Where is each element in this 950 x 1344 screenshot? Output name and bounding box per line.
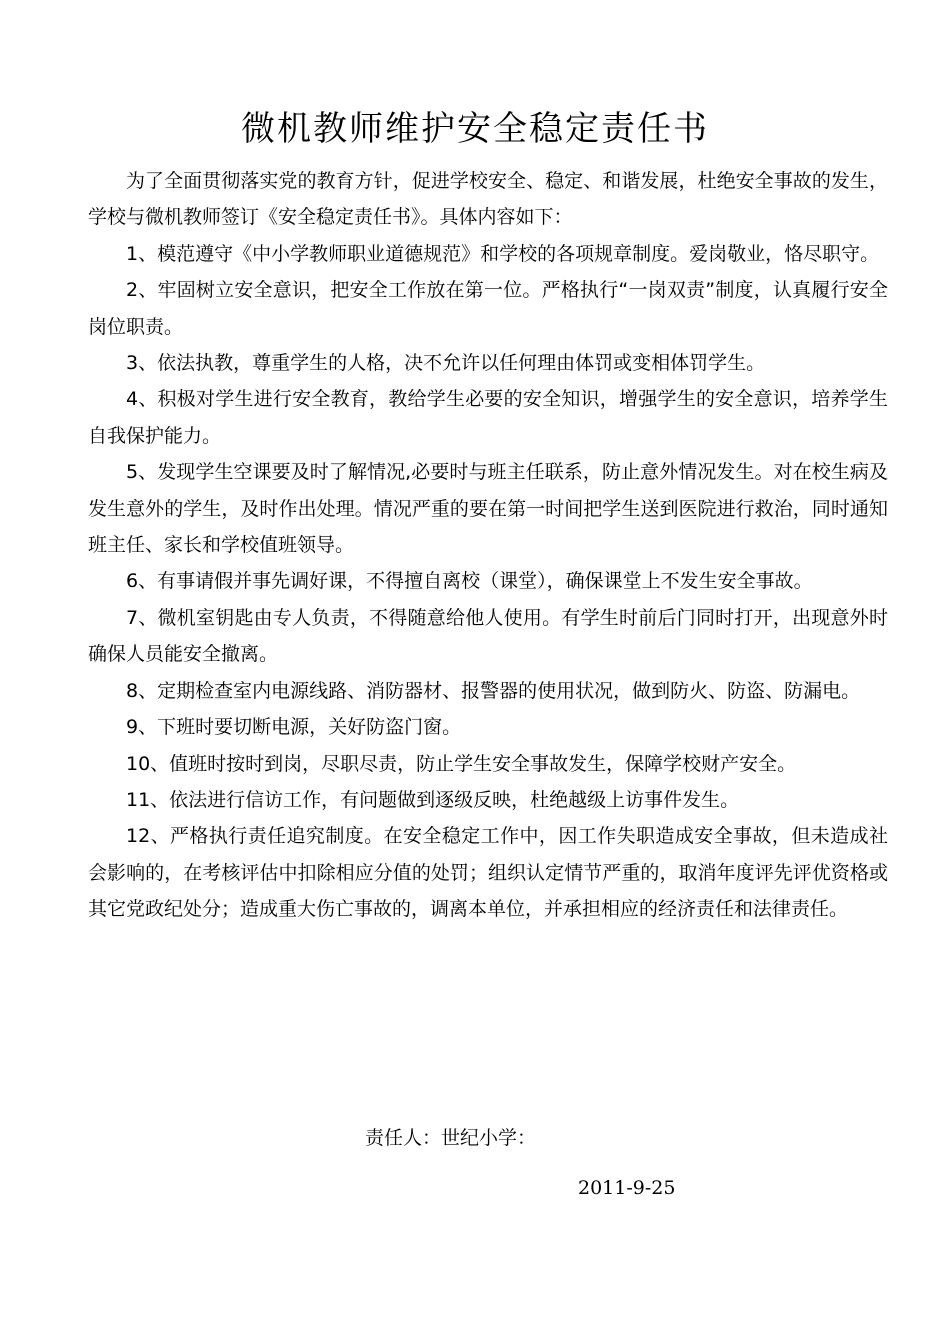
item-8: 8、定期检查室内电源线路、消防器材、报警器的使用状况，做到防火、防盗、防漏电。 — [126, 679, 861, 702]
document-body — [88, 163, 888, 928]
item-6: 6、有事请假并事先调好课，不得擅自离校（课堂），确保课堂上不发生安全事故。 — [126, 570, 813, 593]
item-12: 12、严格执行责任追究制度。在安全稳定工作中，因工作失职造成安全事故，但未造成社会影响的，在考核评估中扣除相应分值的处罚；组织认定情节严重的，取消年度评先评优资格或其它党政纪处分；造成重大伤亡事故的，调离本单位，并承担相应的经济责任和法律责任。 — [88, 825, 888, 921]
item-3: 3、依法执教，尊重学生的人格，决不允许以任何理由体罚或变相体罚学生。 — [126, 352, 766, 375]
item-2: 2、牢固树立安全意识，把安全工作放在第一位。严格执行“一岗双责”制度，认真履行安全岗位职责。 — [88, 279, 888, 338]
item-11: 11、依法进行信访工作，有问题做到逐级反映，杜绝越级上访事件发生。 — [126, 788, 740, 811]
item-5: 5、发现学生空课要及时了解情况,必要时与班主任联系，防止意外情况发生。对在校生病及发生意外的学生，及时作出处理。情况严重的要在第一时间把学生送到医院进行救治，同时通知班主任、家长和学校值班领导。 — [88, 461, 888, 557]
item-1: 1、模范遵守《中小学教师职业道德规范》和学校的各项规章制度。爱岗敬业，恪尽职守。 — [126, 242, 880, 265]
intro-paragraph: 为了全面贯彻落实党的教育方针，促进学校安全、稳定、和谐发展，杜绝安全事故的发生，学校与微机教师签订《安全稳定责任书》。具体内容如下： — [88, 170, 888, 229]
document-title: 微机教师维护安全稳定责任书 — [241, 109, 709, 149]
item-10: 10、值班时按时到岗，尽职尽责，防止学生安全事故发生，保障学校财产安全。 — [126, 752, 797, 775]
item-9: 9、下班时要切断电源，关好防盗门窗。 — [126, 716, 462, 739]
signature-line: 责任人：世纪小学： — [365, 1127, 537, 1149]
item-7: 7、微机室钥匙由专人负责，不得随意给他人使用。有学生时前后门同时打开，出现意外时确保人员能安全撤离。 — [88, 606, 888, 666]
item-4: 4、积极对学生进行安全教育，教给学生必要的安全知识，增强学生的安全意识，培养学生自我保护能力。 — [88, 388, 888, 447]
date-line: 2011-9-25 — [578, 1177, 676, 1199]
